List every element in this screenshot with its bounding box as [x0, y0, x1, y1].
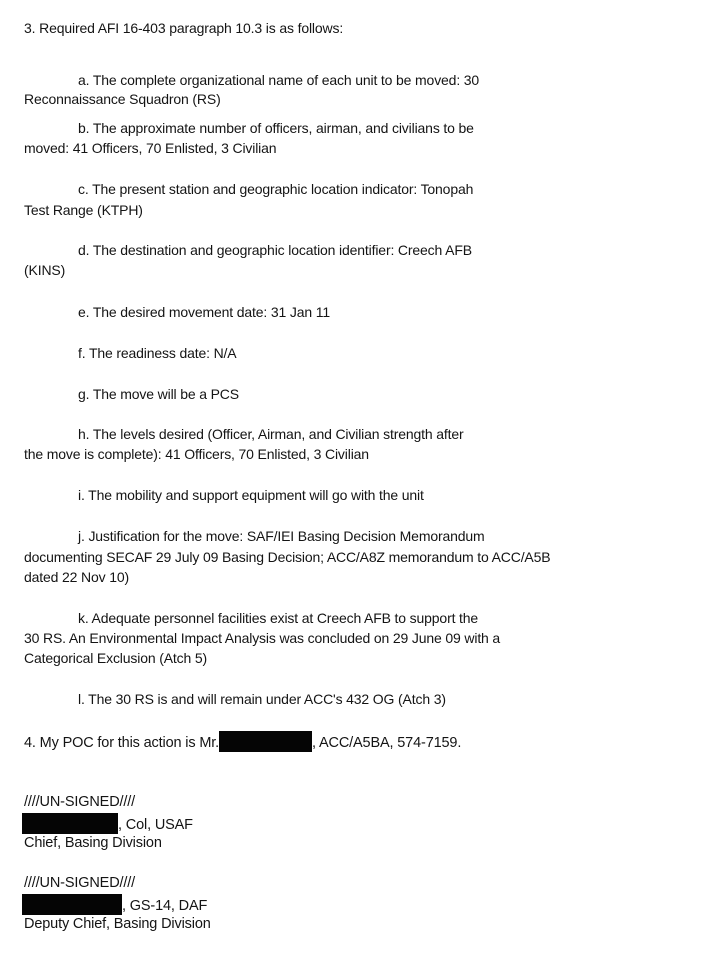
para3-heading: 3. Required AFI 16-403 paragraph 10.3 is as follows:	[24, 20, 344, 36]
item-g: g. The move will be a PCS	[78, 386, 239, 402]
item-k-line1: k. Adequate personnel facilities exist at Creech AFB to support the	[78, 610, 479, 626]
signature-2-rank: , GS-14, DAF	[122, 898, 208, 914]
signature-2-title: Deputy Chief, Basing Division	[24, 916, 211, 932]
item-k-line2: 30 RS. An Environmental Impact Analysis was concluded on 29 June 09 with a	[24, 630, 501, 646]
redacted-poc-name	[219, 731, 312, 752]
signature-1-title: Chief, Basing Division	[24, 835, 162, 851]
item-k-line3: Categorical Exclusion (Atch 5)	[24, 650, 208, 666]
poc-suffix: , ACC/A5BA, 574-7159.	[312, 735, 462, 751]
para4-poc	[24, 731, 461, 753]
item-d-line2: (KINS)	[24, 262, 66, 278]
item-a-line1: a. The complete organizational name of each unit to be moved: 30	[78, 72, 480, 88]
item-e: e. The desired movement date: 31 Jan 11	[78, 304, 331, 320]
item-j-line2: documenting SECAF 29 July 09 Basing Decision; ACC/A8Z memorandum to ACC/A5B	[24, 549, 551, 565]
item-l: l. The 30 RS is and will remain under ACC's 432 OG (Atch 3)	[78, 691, 446, 707]
item-b-line1: b. The approximate number of officers, airman, and civilians to be	[78, 120, 474, 136]
item-c-line2: Test Range (KTPH)	[24, 202, 143, 218]
item-j-line1: j. Justification for the move: SAF/IEI Basing Decision Memorandum	[78, 528, 485, 544]
item-h-line2: the move is complete): 41 Officers, 70 Enlisted, 3 Civilian	[24, 446, 369, 462]
item-i: i. The mobility and support equipment will go with the unit	[78, 487, 424, 503]
signature-2-name	[22, 894, 207, 916]
redacted-signer-1-name	[22, 813, 118, 834]
poc-prefix: 4. My POC for this action is Mr.	[24, 735, 220, 751]
item-h-line1: h. The levels desired (Officer, Airman, and Civilian strength after	[78, 426, 464, 442]
item-d-line1: d. The destination and geographic location identifier: Creech AFB	[78, 242, 472, 258]
signature-1-rank: , Col, USAF	[118, 817, 193, 833]
item-a-line2: Reconnaissance Squadron (RS)	[24, 91, 221, 107]
redacted-signer-2-name	[22, 894, 122, 915]
signature-2-status: ////UN-SIGNED////	[24, 875, 136, 891]
item-j-line3: dated 22 Nov 10)	[24, 569, 130, 585]
item-b-line2: moved: 41 Officers, 70 Enlisted, 3 Civilian	[24, 140, 277, 156]
signature-1-name	[22, 813, 193, 835]
item-f: f. The readiness date: N/A	[78, 345, 237, 361]
signature-1-status: ////UN-SIGNED////	[24, 794, 136, 810]
item-c-line1: c. The present station and geographic location indicator: Tonopah	[78, 181, 474, 197]
